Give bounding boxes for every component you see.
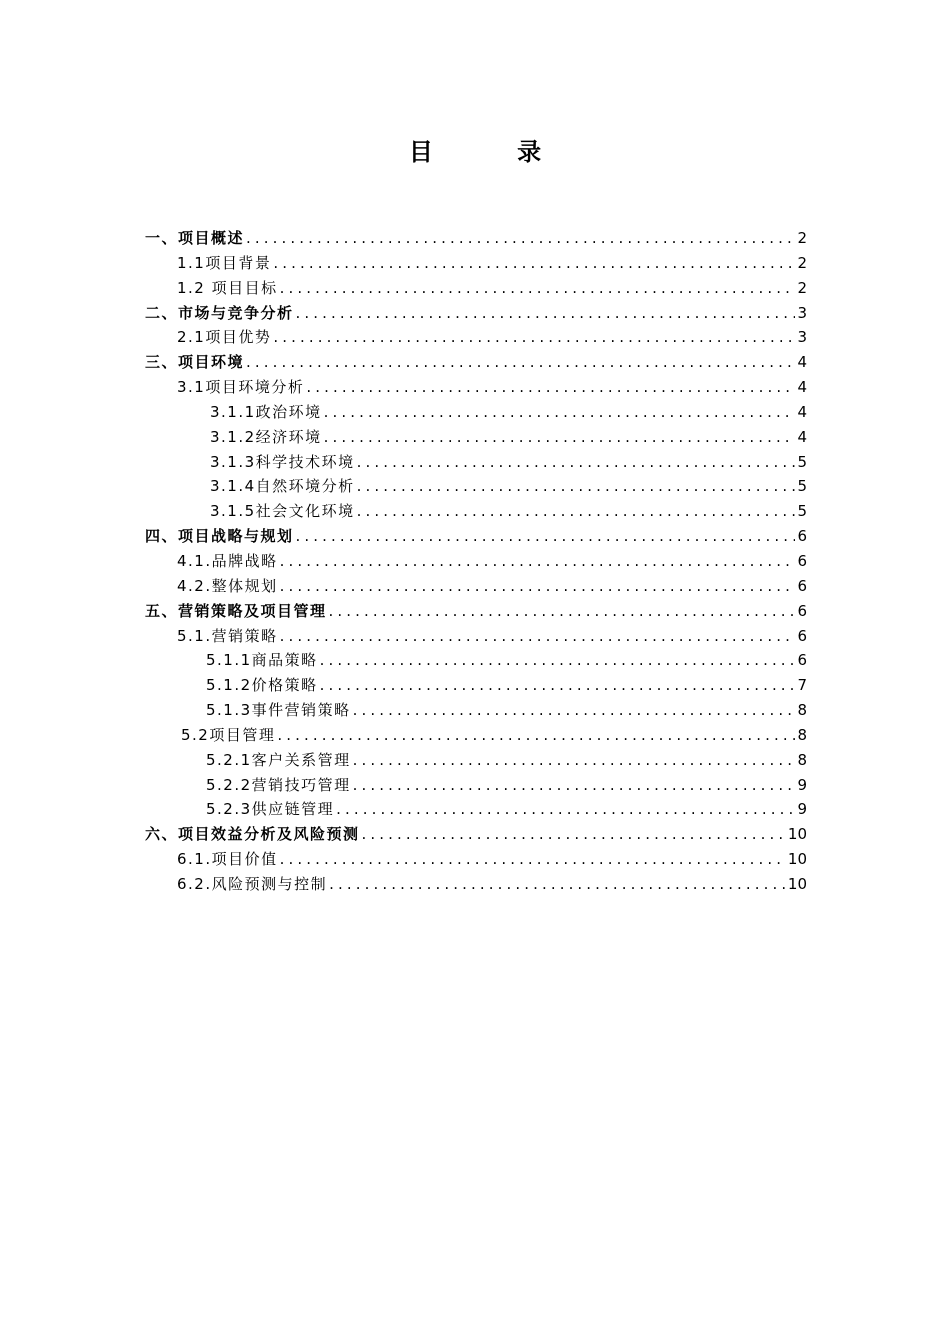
toc-entry[interactable]	[145, 822, 807, 847]
toc-leader-dots	[353, 698, 796, 722]
toc-page-number: 3	[797, 303, 807, 322]
toc-entry-text: 4.2.整体规划	[177, 576, 278, 595]
toc-entry-text: 1.2 项目目标	[177, 278, 278, 297]
toc-entry[interactable]	[145, 624, 807, 649]
toc-leader-dots	[362, 822, 786, 846]
toc-entry[interactable]	[145, 698, 807, 723]
toc-page-number: 10	[787, 825, 807, 844]
toc-page-number: 8	[797, 750, 807, 769]
toc-entry[interactable]	[145, 872, 807, 897]
toc-entry-text: 2.1项目优势	[177, 328, 272, 347]
toc-entry[interactable]	[145, 350, 807, 375]
toc-entry-text: 5.1.3事件营销策略	[206, 701, 351, 720]
toc-leader-dots	[357, 450, 796, 474]
toc-page-number: 7	[797, 676, 807, 695]
toc-entry-text: 6.2.风险预测与控制	[177, 874, 328, 893]
toc-entry[interactable]	[145, 797, 807, 822]
toc-page-number: 4	[797, 353, 807, 372]
toc-page-number: 6	[797, 601, 807, 620]
toc-entry-text: 3.1项目环境分析	[177, 378, 305, 397]
toc-leader-dots	[353, 748, 796, 772]
toc-page-number: 5	[797, 452, 807, 471]
toc-leader-dots	[280, 574, 796, 598]
toc-entry[interactable]	[145, 599, 807, 624]
toc-leader-dots	[273, 251, 795, 275]
toc-entry-text: 5.2.3供应链管理	[206, 800, 335, 819]
toc-leader-dots	[296, 301, 796, 325]
toc-entry[interactable]	[145, 251, 807, 276]
toc-leader-dots	[357, 474, 796, 498]
toc-entry[interactable]	[145, 425, 807, 450]
toc-entry-text: 6.1.项目价值	[177, 850, 278, 869]
toc-entry-text: 3.1.4自然环境分析	[210, 477, 355, 496]
toc-leader-dots	[320, 648, 796, 672]
toc-entry-text: 5.2.2营销技巧管理	[206, 775, 351, 794]
toc-entry-text: 3.1.5社会文化环境	[210, 502, 355, 521]
toc-leader-dots	[280, 847, 786, 871]
toc-entry[interactable]	[145, 276, 807, 301]
toc-entry-text: 5.1.2价格策略	[206, 676, 318, 695]
toc-page-number: 9	[797, 800, 807, 819]
toc-leader-dots	[280, 276, 796, 300]
toc-entry-text: 4.1.品牌战略	[177, 551, 278, 570]
toc-entry[interactable]	[145, 847, 807, 872]
toc-entry-text: 3.1.3科学技术环境	[210, 452, 355, 471]
toc-page-number: 9	[797, 775, 807, 794]
toc-entry[interactable]	[145, 524, 807, 549]
toc-page-number: 3	[797, 328, 807, 347]
toc-entry[interactable]	[145, 574, 807, 599]
toc-page-number: 2	[797, 229, 807, 247]
toc-page-number: 4	[797, 427, 807, 446]
table-of-contents	[145, 226, 807, 897]
toc-entry[interactable]	[145, 648, 807, 673]
toc-leader-dots	[357, 499, 796, 523]
toc-leader-dots	[320, 673, 796, 697]
toc-leader-dots	[246, 350, 795, 374]
toc-page-number: 6	[797, 651, 807, 670]
toc-page-number: 6	[797, 576, 807, 595]
toc-page-number: 5	[797, 502, 807, 521]
toc-entry-text: 五、营销策略及项目管理	[145, 601, 327, 620]
toc-entry[interactable]	[145, 748, 807, 773]
toc-entry[interactable]	[145, 673, 807, 698]
toc-leader-dots	[280, 549, 796, 573]
toc-title: 目 录	[408, 138, 580, 166]
toc-page-number: 4	[797, 402, 807, 421]
toc-page-number: 6	[797, 527, 807, 546]
toc-entry[interactable]	[145, 400, 807, 425]
toc-entry-text: 1.1项目背景	[177, 253, 272, 272]
toc-leader-dots	[329, 872, 786, 896]
toc-entry[interactable]	[145, 325, 807, 350]
toc-entry-text: 三、项目环境	[145, 353, 245, 372]
toc-page-number: 2	[797, 278, 807, 297]
toc-entry[interactable]	[145, 226, 807, 251]
toc-page-number: 6	[797, 551, 807, 570]
toc-leader-dots	[329, 599, 796, 623]
toc-page-number: 10	[787, 850, 807, 869]
toc-entry[interactable]	[145, 773, 807, 798]
toc-entry[interactable]	[145, 450, 807, 475]
toc-entry-text: 5.1.1商品策略	[206, 651, 318, 670]
toc-entry[interactable]	[145, 375, 807, 400]
toc-leader-dots	[306, 375, 795, 399]
toc-entry[interactable]	[145, 549, 807, 574]
toc-page-number: 10	[787, 874, 807, 893]
toc-page-number: 4	[797, 378, 807, 397]
toc-entry-text: 一、项目概述	[145, 229, 245, 247]
toc-entry-text: 5.2项目管理	[181, 725, 276, 744]
toc-entry-text: 六、项目效益分析及风险预测	[145, 825, 360, 844]
toc-entry-text: 5.2.1客户关系管理	[206, 750, 351, 769]
toc-leader-dots	[277, 723, 795, 747]
toc-entry[interactable]	[145, 499, 807, 524]
toc-leader-dots	[353, 773, 796, 797]
toc-entry-text: 二、市场与竞争分析	[145, 303, 294, 322]
toc-leader-dots	[280, 624, 796, 648]
toc-leader-dots	[324, 400, 796, 424]
toc-leader-dots	[336, 797, 795, 821]
toc-entry[interactable]	[145, 723, 807, 748]
toc-entry-text: 四、项目战略与规划	[145, 527, 294, 546]
toc-page-number: 8	[797, 725, 807, 744]
toc-leader-dots	[273, 325, 795, 349]
toc-entry-text: 3.1.1政治环境	[210, 402, 322, 421]
toc-leader-dots	[324, 425, 796, 449]
toc-entry-text: 3.1.2经济环境	[210, 427, 322, 446]
toc-page-number: 8	[797, 701, 807, 720]
toc-entry[interactable]	[145, 474, 807, 499]
toc-leader-dots	[246, 226, 795, 250]
toc-leader-dots	[296, 524, 796, 548]
toc-page-number: 6	[797, 626, 807, 645]
toc-page-number: 2	[797, 253, 807, 272]
toc-page-number: 5	[797, 477, 807, 496]
toc-entry-text: 5.1.营销策略	[177, 626, 278, 645]
toc-entry[interactable]	[145, 301, 807, 326]
